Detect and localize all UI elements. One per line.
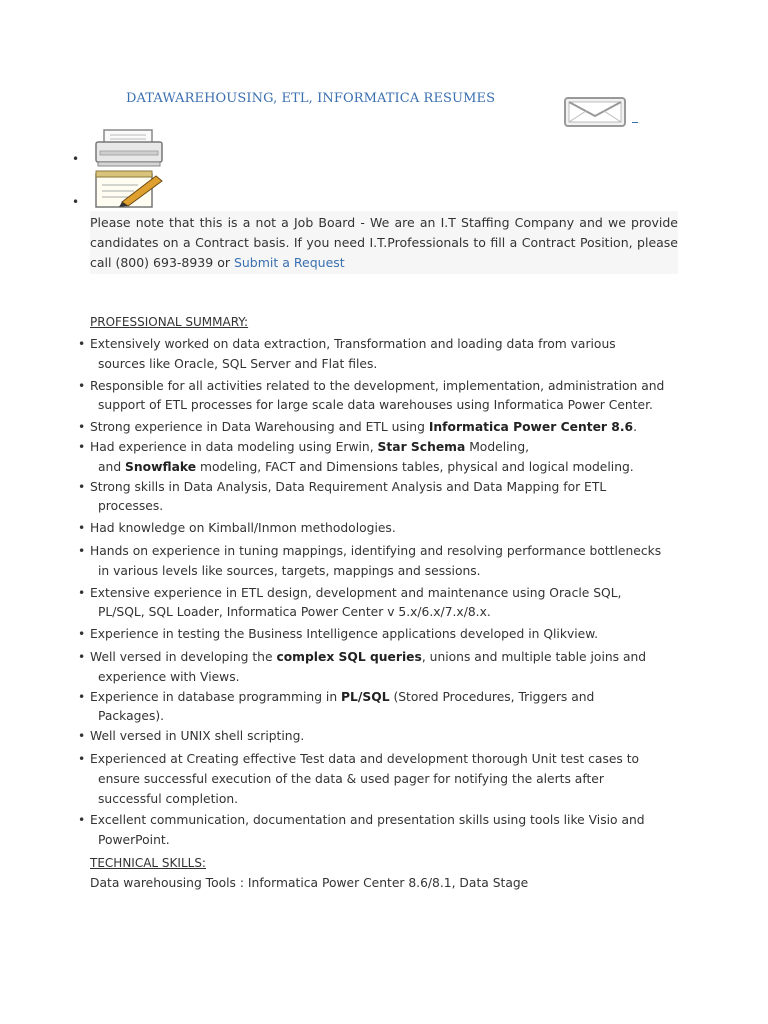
list-item: • Experience in database programming in PL/SQL (Stored Procedures, Triggers and Packages).	[78, 688, 688, 728]
submit-request-link[interactable]: Submit a Request	[233, 254, 345, 270]
list-item: • Had knowledge on Kimball/Inmon methodologies.	[78, 519, 688, 539]
notice-text: Please note that this is a not a Job Board - We are an I.T Staffing Company and we provide candidates on a Contract basis. If you need I.T.Professionals to fill a Contract Position, please call (800) 693-8939 or	[90, 215, 678, 270]
list-item: • Experienced at Creating effective Test data and development thorough Unit test cases to ensure successful execution of the data & used pager for notifying the alerts after successful completion.	[78, 750, 688, 809]
list-item: • Had experience in data modeling using Erwin, Star Schema Modeling, and Snowflake modeling, FACT and Dimensions tables, physical and logical modeling.	[78, 438, 688, 478]
bullet: •	[72, 195, 80, 209]
summary-list	[78, 335, 688, 851]
list-item: • Hands on experience in tuning mappings, identifying and resolving performance bottlenecks in various levels like sources, targets, mappings and sessions.	[78, 542, 688, 582]
bullet: •	[72, 152, 80, 166]
list-item: • Responsible for all activities related to the development, implementation, administration and support of ETL processes for large scale data warehouses using Informatica Power Center.	[78, 377, 688, 417]
list-item: • Experience in testing the Business Intelligence applications developed in Qlikview.	[78, 625, 688, 645]
technical-skills-heading: TECHNICAL SKILLS:	[90, 856, 206, 870]
page-title: DATAWAREHOUSING, ETL, INFORMATICA RESUMES	[126, 91, 496, 106]
email-icon[interactable]	[564, 95, 626, 127]
email-link-underline	[632, 122, 638, 123]
list-item: • Extensively worked on data extraction, Transformation and loading data from various sources like Oracle, SQL Server and Flat files.	[78, 335, 688, 375]
list-item: • Strong experience in Data Warehousing and ETL using Informatica Power Center 8.6.	[78, 418, 688, 438]
notepad-pencil-icon[interactable]	[94, 170, 164, 208]
list-item: • Well versed in UNIX shell scripting.	[78, 727, 688, 747]
tech-skills-line: Data warehousing Tools : Informatica Power Center 8.6/8.1, Data Stage	[90, 876, 529, 890]
list-item: • Well versed in developing the complex SQL queries, unions and multiple table joins and experience with Views.	[78, 648, 688, 688]
list-item: • Excellent communication, documentation and presentation skills using tools like Visio and PowerPoint.	[78, 811, 688, 851]
professional-summary-heading: PROFESSIONAL SUMMARY:	[90, 315, 249, 329]
staffing-notice	[90, 211, 678, 274]
printer-icon[interactable]	[94, 129, 164, 167]
list-item: • Strong skills in Data Analysis, Data Requirement Analysis and Data Mapping for ETL processes.	[78, 478, 688, 518]
list-item: • Extensive experience in ETL design, development and maintenance using Oracle SQL, PL/SQL, SQL Loader, Informatica Power Center v 5.x/6.x/7.x/8.x.	[78, 584, 688, 624]
